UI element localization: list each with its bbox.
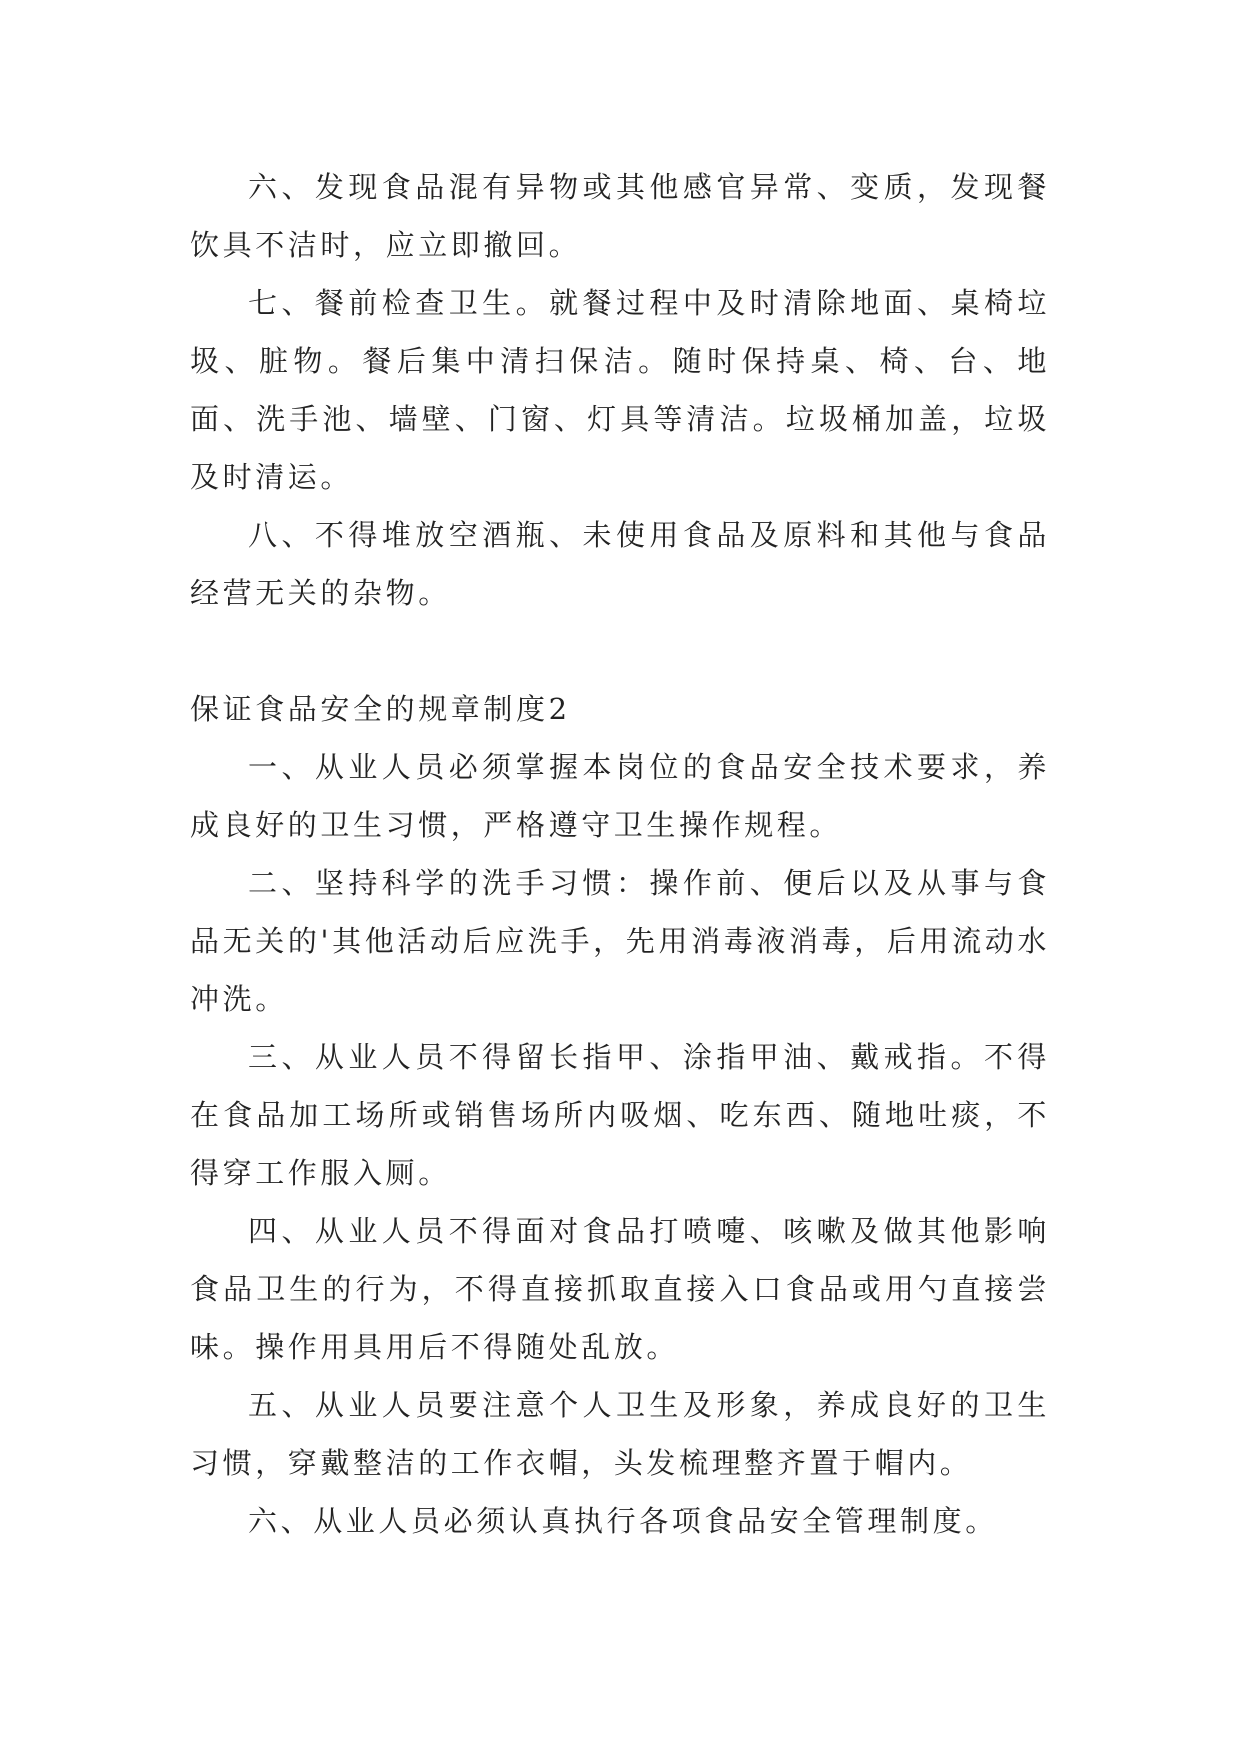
document-body [190,158,1050,1550]
paragraph-four-section2: 四、从业人员不得面对食品打喷嚏、咳嗽及做其他影响食品卫生的行为，不得直接抓取直接入口食品或用勺直接尝味。操作用具用后不得随处乱放。 [190,1214,1050,1364]
paragraph-six-section2: 六、从业人员必须认真执行各项食品安全管理制度。 [248,1504,998,1538]
paragraph-three-section2: 三、从业人员不得留长指甲、涂指甲油、戴戒指。不得在食品加工场所或销售场所内吸烟、吃东西、随地吐痰，不得穿工作服入厕。 [190,1040,1050,1190]
section-spacer [190,622,1050,680]
paragraph-two-section2: 二、坚持科学的洗手习惯：操作前、便后以及从事与食品无关的'其他活动后应洗手，先用消毒液消毒，后用流动水冲洗。 [190,866,1050,1016]
section-title: 保证食品安全的规章制度2 [190,692,571,726]
paragraph-six-section1: 六、发现食品混有异物或其他感官异常、变质，发现餐饮具不洁时，应立即撤回。 [190,170,1050,262]
paragraph-seven-section1: 七、餐前检查卫生。就餐过程中及时清除地面、桌椅垃圾、脏物。餐后集中清扫保洁。随时保持桌、椅、台、地面、洗手池、墙壁、门窗、灯具等清洁。垃圾桶加盖，垃圾及时清运。 [190,286,1050,494]
paragraph-one-section2: 一、从业人员必须掌握本岗位的食品安全技术要求，养成良好的卫生习惯，严格遵守卫生操作规程。 [190,750,1050,842]
paragraph-five-section2: 五、从业人员要注意个人卫生及形象，养成良好的卫生习惯，穿戴整洁的工作衣帽，头发梳理整齐置于帽内。 [190,1388,1050,1480]
paragraph-eight-section1: 八、不得堆放空酒瓶、未使用食品及原料和其他与食品经营无关的杂物。 [190,518,1050,610]
